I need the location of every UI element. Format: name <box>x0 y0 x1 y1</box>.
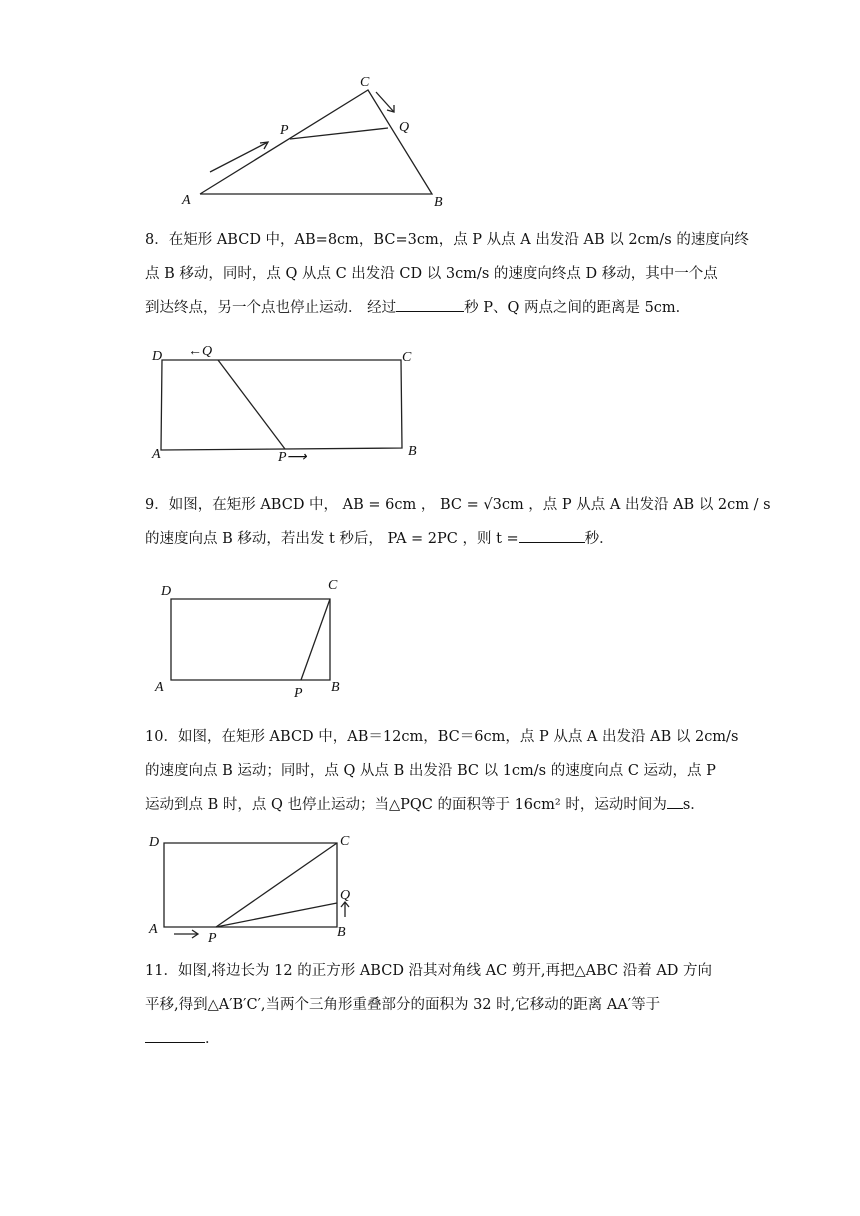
label-a: A <box>182 193 191 208</box>
label-c: C <box>360 75 370 90</box>
rectangle-abcd <box>164 843 337 927</box>
label-d: D <box>149 835 160 850</box>
question-11-line-2: 平移,得到△A′B′C′,当两个三角形重叠部分的面积为 32 时,它移动的距离 AA′等于 <box>145 997 661 1013</box>
segment-pq <box>218 360 285 449</box>
label-d: D <box>161 584 172 599</box>
label-c: C <box>340 834 350 849</box>
question-10-line-1: 10．如图，在矩形 ABCD 中，AB＝12cm，BC＝6cm，点 P 从点 A 出发沿 AB 以 2cm/s <box>145 729 739 745</box>
label-q-arrow: ←Q <box>188 344 213 359</box>
question-11 <box>145 954 720 1056</box>
question-9-line-2: 的速度向点 B 移动，若出发 t 秒后， PA = 2PC ，则 t = 秒． <box>145 522 720 556</box>
label-q: Q <box>399 120 410 135</box>
question-9-line-1: 9．如图，在矩形 ABCD 中， AB = 6cm ， BC = √3cm ，点 P 从点 A 出发沿 AB 以 2cm / s <box>145 497 771 513</box>
segment-pc <box>301 599 330 680</box>
label-a: A <box>155 680 164 695</box>
question-8-line-1: 8．在矩形 ABCD 中，AB=8cm，BC=3cm，点 P 从点 A 出发沿 AB 以 2cm/s 的速度向终 <box>145 232 749 248</box>
answer-blank-11[interactable] <box>145 1026 205 1043</box>
question-8-line-2: 点 B 移动，同时，点 Q 从点 C 出发沿 CD 以 3cm/s 的速度向终点 D 移动，其中一个点 <box>145 266 718 282</box>
figure-rectangle-q10 <box>146 830 366 945</box>
answer-blank-9[interactable] <box>519 526 585 543</box>
question-9 <box>145 488 771 556</box>
question-10-line-2: 的速度向点 B 运动；同时，点 Q 从点 B 出发沿 BC 以 1cm/s 的速度向点 C 运动，点 P <box>145 763 716 779</box>
label-d: D <box>152 349 163 364</box>
question-8-line-3: 到达终点，另一个点也停止运动． 经过 秒 P、Q 两点之间的距离是 5cm． <box>145 291 720 325</box>
figure-rectangle-q9 <box>150 572 360 702</box>
question-11-line-1: 11．如图,将边长为 12 的正方形 ABCD 沿其对角线 AC 剪开,再把△ABC 沿着 AD 方向 <box>145 963 713 979</box>
label-p: P <box>208 931 217 946</box>
label-b: B <box>331 680 340 695</box>
rectangle-abcd <box>161 360 402 450</box>
label-b: B <box>408 444 417 459</box>
question-10-line-3: 运动到点 B 时，点 Q 也停止运动；当△PQC 的面积等于 16cm² 时，运动时间为 s． <box>145 788 720 822</box>
label-a: A <box>152 447 161 462</box>
label-p: P <box>280 123 289 138</box>
label-b: B <box>434 195 443 210</box>
label-b: B <box>337 925 346 940</box>
arrow-q-direction <box>376 92 394 112</box>
answer-blank-8[interactable] <box>396 295 464 312</box>
label-p-arrow: P⟶ <box>278 450 307 465</box>
label-p: P <box>294 686 303 701</box>
question-10 <box>145 720 739 822</box>
question-8 <box>145 223 749 325</box>
figure-triangle-abc <box>170 70 470 215</box>
label-q: Q <box>340 888 351 903</box>
triangle-outline <box>200 90 432 194</box>
label-a: A <box>149 922 158 937</box>
answer-blank-10[interactable] <box>667 792 683 809</box>
question-11-line-3: ． <box>145 1022 720 1056</box>
label-c: C <box>402 350 412 365</box>
rectangle-abcd <box>171 599 330 680</box>
figure-rectangle-q8 <box>148 342 438 467</box>
label-c: C <box>328 578 338 593</box>
